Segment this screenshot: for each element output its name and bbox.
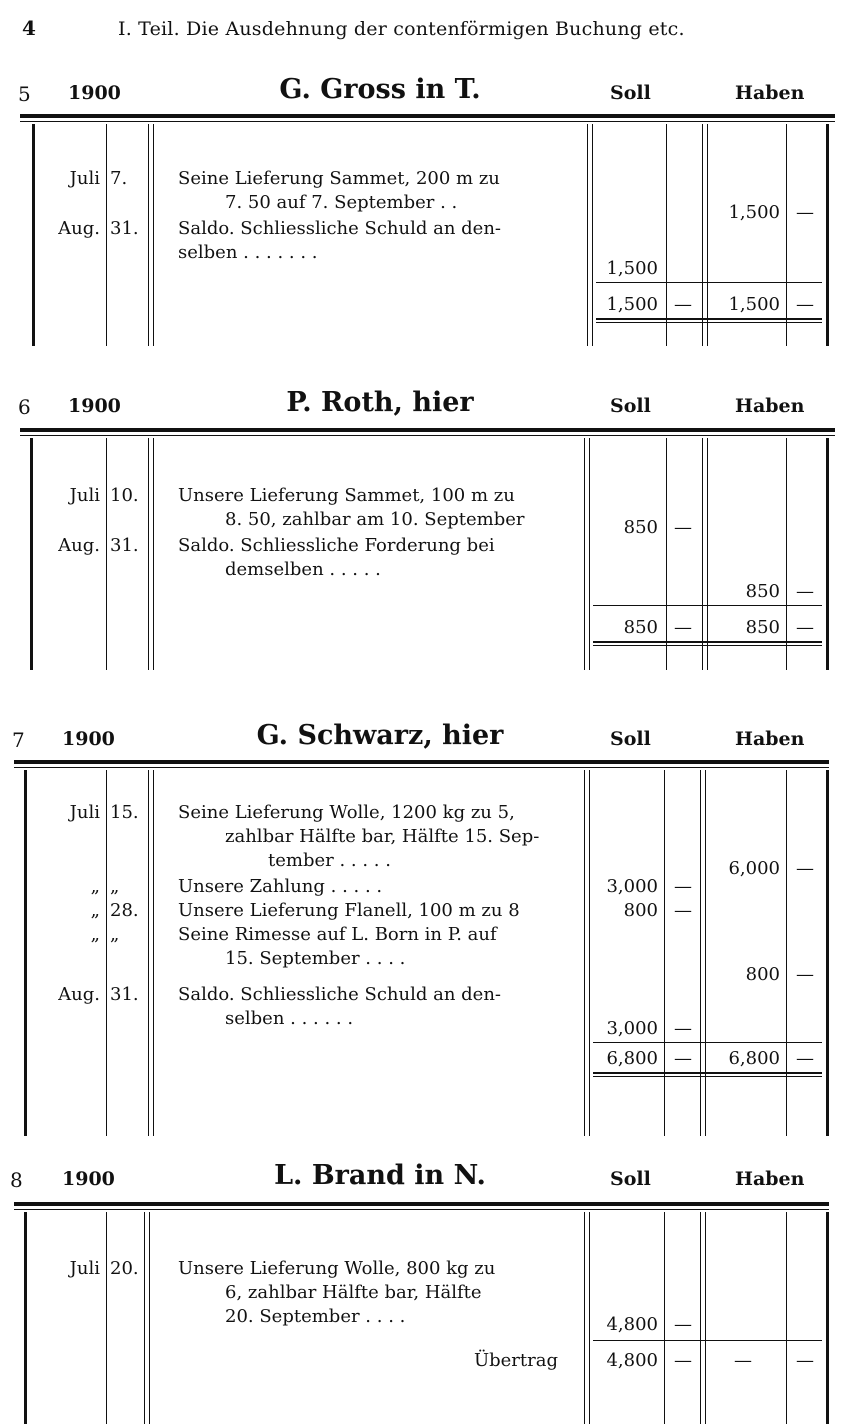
column-line (24, 770, 27, 1136)
column-line (707, 124, 708, 346)
entry-month: „ (90, 876, 100, 897)
column-line (705, 770, 706, 1136)
column-line (666, 438, 667, 670)
entry-day: 7. (110, 168, 128, 189)
haben-dash: — (796, 964, 814, 985)
haben-amount: 6,000 (728, 858, 780, 879)
account-header (0, 718, 860, 758)
column-line (153, 770, 154, 1136)
soll-dash: — (674, 1018, 692, 1039)
entry-text: selben . . . . . . (225, 1008, 354, 1029)
soll-label: Soll (610, 395, 651, 417)
column-line (702, 438, 703, 670)
entry-text: tember . . . . . (268, 850, 391, 871)
account-name: G. Gross in T. (279, 74, 481, 105)
entry-text: Unsere Lieferung Flanell, 100 m zu 8 (178, 900, 520, 921)
entry-day: 15. (110, 802, 139, 823)
soll-label: Soll (610, 728, 651, 750)
account-header (0, 1158, 860, 1198)
sum-line (593, 1042, 822, 1043)
entry-month: Juli (69, 1258, 100, 1279)
header-rule (20, 114, 835, 118)
column-line (106, 770, 107, 1136)
column-line (584, 438, 585, 670)
account-number: 6 (18, 395, 31, 419)
sum-line (596, 282, 822, 283)
total-soll-dash: — (674, 294, 692, 315)
entry-text: Saldo. Schliessliche Schuld an den- (178, 218, 502, 239)
entry-month: Juli (69, 802, 100, 823)
entry-text: Unsere Lieferung Sammet, 100 m zu (178, 485, 515, 506)
haben-amount: 800 (745, 964, 780, 985)
haben-label: Haben (735, 728, 805, 750)
entry-text: demselben . . . . . (225, 559, 381, 580)
total-soll: 6,800 (606, 1048, 658, 1069)
soll-label: Soll (610, 1168, 651, 1190)
column-line (786, 1212, 787, 1424)
soll-dash: — (674, 876, 692, 897)
account-name: P. Roth, hier (286, 387, 474, 418)
column-line (707, 438, 708, 670)
entry-month: Aug. (58, 535, 100, 556)
header-rule (14, 1202, 829, 1206)
account-year: 1900 (68, 82, 121, 104)
account-7 (0, 718, 860, 1138)
column-line (148, 770, 149, 1136)
total-haben: 1,500 (728, 294, 780, 315)
total-soll-dash: — (674, 617, 692, 638)
column-line (589, 438, 590, 670)
entry-day: „ (110, 924, 120, 945)
entry-day: „ (110, 876, 120, 897)
account-header (0, 72, 860, 112)
total-soll: 4,800 (606, 1350, 658, 1371)
haben-amount: 850 (745, 581, 780, 602)
total-haben: 6,800 (728, 1048, 780, 1069)
header-rule (14, 760, 829, 764)
account-6 (0, 385, 860, 675)
header-rule (20, 428, 835, 432)
entry-day: 20. (110, 1258, 139, 1279)
entry-text: Seine Rimesse auf L. Born in P. auf (178, 924, 497, 945)
total-haben: 850 (745, 617, 780, 638)
column-line (30, 438, 33, 670)
column-line (148, 124, 149, 346)
entry-text: zahlbar Hälfte bar, Hälfte 15. Sep- (225, 826, 540, 847)
soll-label: Soll (610, 82, 651, 104)
column-line (153, 124, 154, 346)
column-line (587, 124, 588, 346)
entry-text: 7. 50 auf 7. September . . (225, 192, 458, 213)
column-line (106, 1212, 107, 1424)
column-line (24, 1212, 27, 1424)
total-soll: 850 (623, 617, 658, 638)
column-line (664, 1212, 665, 1424)
column-line (148, 438, 149, 670)
column-line (106, 124, 107, 346)
haben-label: Haben (735, 1168, 805, 1190)
entry-text: 15. September . . . . (225, 948, 406, 969)
column-line (786, 770, 787, 1136)
total-line (593, 645, 822, 646)
running-head: I. Teil. Die Ausdehnung der contenförmigen Buchung etc. (118, 18, 685, 40)
entry-text: Saldo. Schliessliche Schuld an den- (178, 984, 502, 1005)
soll-amount: 3,000 (606, 876, 658, 897)
column-line (786, 124, 787, 346)
page-number: 4 (22, 16, 36, 40)
account-number: 8 (10, 1168, 23, 1192)
total-haben-dash: — (796, 1048, 814, 1069)
soll-amount: 3,000 (606, 1018, 658, 1039)
entry-month: Juli (69, 485, 100, 506)
entry-month: Aug. (58, 984, 100, 1005)
total-soll: 1,500 (606, 294, 658, 315)
column-line (786, 438, 787, 670)
column-line (106, 438, 107, 670)
column-line (826, 438, 829, 670)
entry-month: Juli (69, 168, 100, 189)
column-line (666, 124, 667, 346)
entry-day: 10. (110, 485, 139, 506)
column-line (664, 770, 665, 1136)
entry-day: 31. (110, 218, 139, 239)
sum-line (593, 605, 822, 606)
soll-dash: — (674, 900, 692, 921)
account-year: 1900 (62, 728, 115, 750)
soll-amount: 1,500 (606, 258, 658, 279)
soll-dash: — (674, 517, 692, 538)
entry-text: Unsere Lieferung Wolle, 800 kg zu (178, 1258, 496, 1279)
column-line (705, 1212, 706, 1424)
column-line (144, 1212, 145, 1424)
header-rule-thin (20, 435, 835, 436)
entry-day: 31. (110, 984, 139, 1005)
column-line (149, 1212, 150, 1424)
account-5 (0, 72, 860, 357)
page-header (0, 0, 860, 50)
haben-dash: — (796, 858, 814, 879)
entry-day: 28. (110, 900, 139, 921)
account-year: 1900 (62, 1168, 115, 1190)
account-number: 7 (12, 728, 25, 752)
total-haben-dash: — (796, 294, 814, 315)
soll-amount: 850 (623, 517, 658, 538)
header-rule-thin (14, 767, 829, 768)
entry-text: 6, zahlbar Hälfte bar, Hälfte (225, 1282, 482, 1303)
entry-text: Seine Lieferung Wolle, 1200 kg zu 5, (178, 802, 515, 823)
entry-text: 20. September . . . . (225, 1306, 406, 1327)
column-line (700, 1212, 701, 1424)
entry-month: Aug. (58, 218, 100, 239)
carry-forward-label: Übertrag (473, 1350, 558, 1371)
column-line (32, 124, 35, 346)
total-soll-dash: — (674, 1350, 692, 1371)
haben-label: Haben (735, 82, 805, 104)
entry-text: selben . . . . . . . (178, 242, 318, 263)
total-line (593, 1072, 822, 1074)
entry-text: Seine Lieferung Sammet, 200 m zu (178, 168, 500, 189)
entry-text: Unsere Zahlung . . . . . (178, 876, 383, 897)
column-line (826, 1212, 829, 1424)
soll-dash: — (674, 1314, 692, 1335)
header-rule-thin (14, 1209, 829, 1210)
total-haben-dash: — (796, 1350, 814, 1371)
column-line (826, 124, 829, 346)
entry-day: 31. (110, 535, 139, 556)
total-line (596, 318, 822, 320)
account-name: L. Brand in N. (274, 1160, 486, 1191)
header-rule-thin (20, 121, 835, 122)
entry-text: Saldo. Schliessliche Forderung bei (178, 535, 495, 556)
soll-amount: 800 (623, 900, 658, 921)
soll-amount: 4,800 (606, 1314, 658, 1335)
account-number: 5 (18, 82, 31, 106)
account-8 (0, 1158, 860, 1426)
entry-month: „ (90, 900, 100, 921)
entry-month: „ (90, 924, 100, 945)
total-haben: — (734, 1350, 752, 1371)
entry-text: 8. 50, zahlbar am 10. September (225, 509, 525, 530)
sum-line (593, 1340, 822, 1341)
haben-dash: — (796, 202, 814, 223)
haben-label: Haben (735, 395, 805, 417)
account-header (0, 385, 860, 425)
column-line (700, 770, 701, 1136)
total-line (593, 1076, 822, 1077)
total-soll-dash: — (674, 1048, 692, 1069)
column-line (702, 124, 703, 346)
account-year: 1900 (68, 395, 121, 417)
haben-dash: — (796, 581, 814, 602)
total-haben-dash: — (796, 617, 814, 638)
total-line (593, 641, 822, 643)
account-name: G. Schwarz, hier (256, 720, 504, 751)
haben-amount: 1,500 (728, 202, 780, 223)
column-line (153, 438, 154, 670)
total-line (596, 322, 822, 323)
column-line (826, 770, 829, 1136)
